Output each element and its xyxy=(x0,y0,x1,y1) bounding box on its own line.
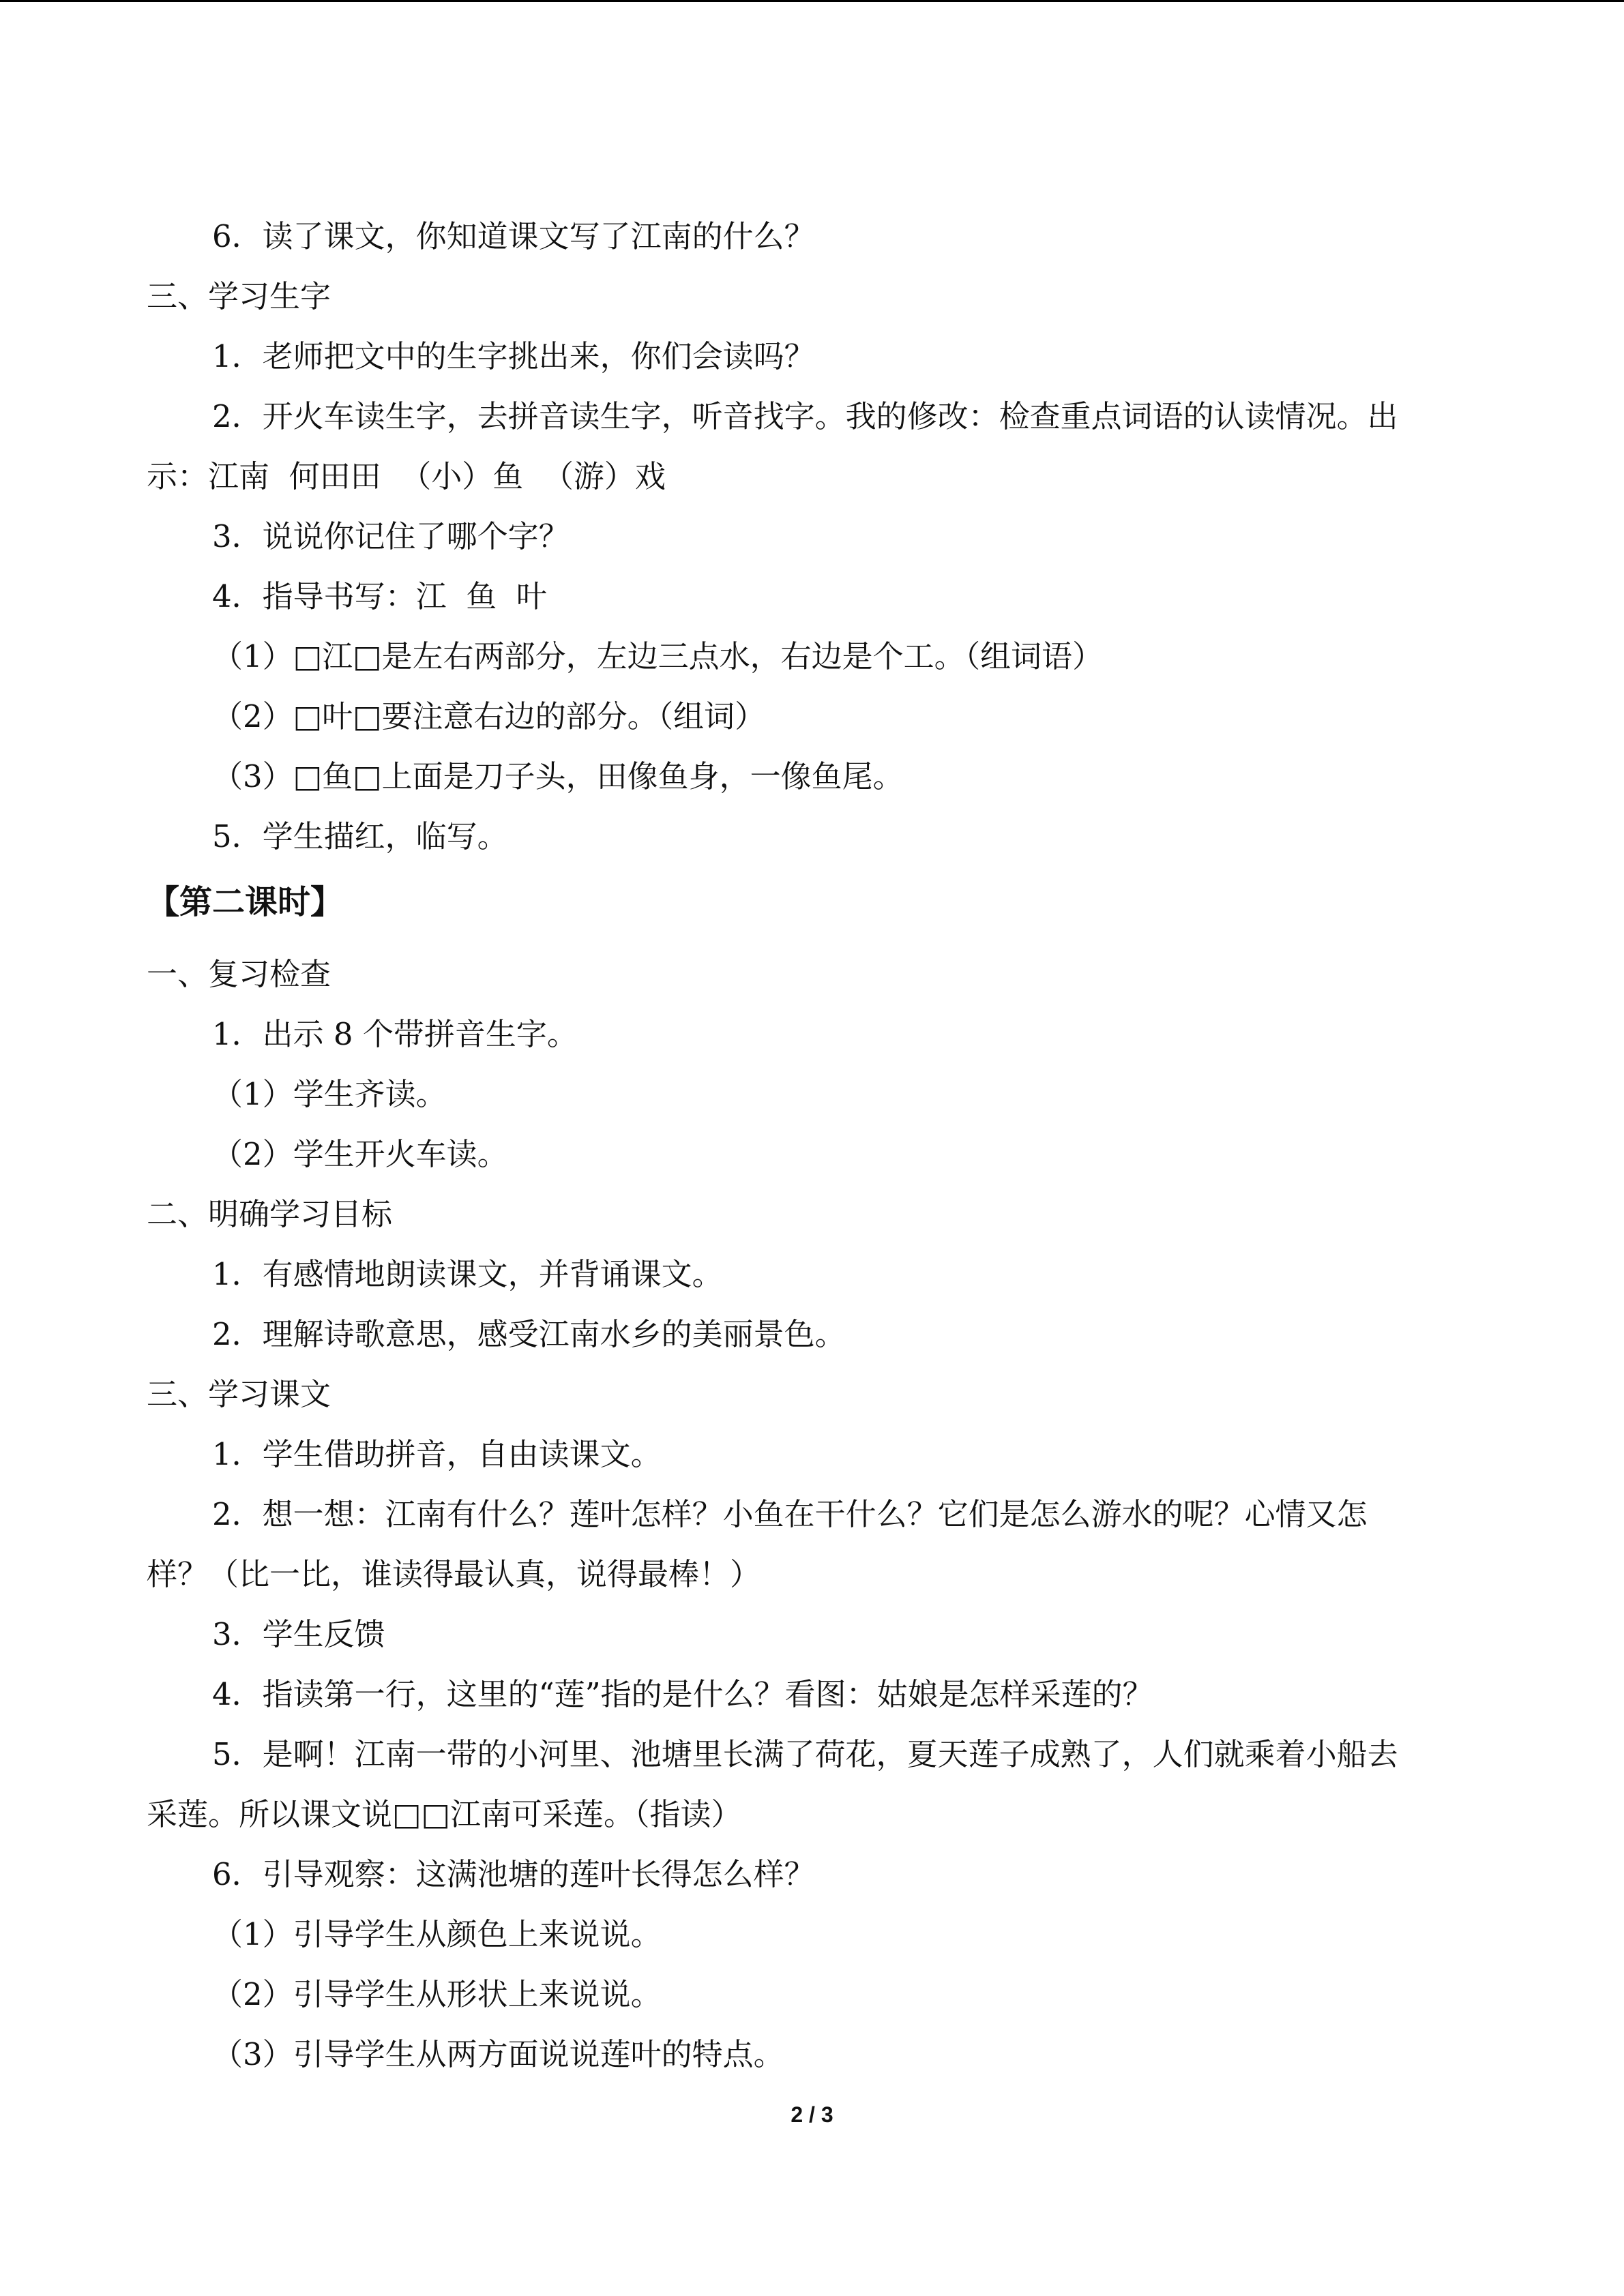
text-line: （1）学生齐读。 xyxy=(212,1076,447,1112)
text-line: 5．是啊！江南一带的小河里、池塘里长满了荷花，夏天莲子成熟了，人们就乘着小船去 xyxy=(212,1736,1398,1772)
text-line: 1．有感情地朗读课文，并背诵课文。 xyxy=(212,1256,723,1292)
text-line: 三、学习生字 xyxy=(147,278,331,314)
text-line: 二、明确学习目标 xyxy=(147,1196,393,1232)
text-line: 5．学生描红，临写。 xyxy=(212,818,508,854)
text-line: 1．出示 8 个带拼音生字。 xyxy=(212,1016,578,1052)
lesson-part-1 xyxy=(147,207,1483,867)
text-line: 6．读了课文，你知道课文写了江南的什么？ xyxy=(212,218,815,254)
text-line: 示：江南 何田田 （小）鱼 （游）戏 xyxy=(147,458,666,494)
text-line: 2．理解诗歌意思，感受江南水乡的美丽景色。 xyxy=(212,1316,846,1352)
text-line: 三、学习课文 xyxy=(147,1376,331,1412)
text-line: 样？（比一比，谁读得最认真，说得最棒！） xyxy=(147,1556,761,1592)
text-line: （1）□江□是左右两部分，左边三点水，右边是个工。（组词语） xyxy=(212,638,1104,674)
page-number: 2 / 3 xyxy=(791,2102,833,2127)
text-line: （1）引导学生从颜色上来说说。 xyxy=(212,1916,662,1952)
text-line: （2）引导学生从形状上来说说。 xyxy=(212,1976,662,2012)
text-line: （3）□鱼□上面是刀子头，田像鱼身，一像鱼尾。 xyxy=(212,758,904,794)
text-line: 4．指读第一行，这里的“莲”指的是什么？看图：姑娘是怎样采莲的？ xyxy=(212,1676,1153,1712)
text-line: 2．开火车读生字，去拼音读生字，听音找字。我的修改：检查重点词语的认读情况。出 xyxy=(212,398,1398,434)
text-line: （2）学生开火车读。 xyxy=(212,1136,508,1172)
text-line: （3）引导学生从两方面说说莲叶的特点。 xyxy=(212,2036,784,2072)
text-line: 2．想一想：江南有什么？莲叶怎样？小鱼在干什么？它们是怎么游水的呢？心情又怎 xyxy=(212,1496,1368,1532)
lesson-part-2 xyxy=(147,944,1483,2085)
text-line: 3．学生反馈 xyxy=(212,1616,385,1652)
text-line: 一、复习检查 xyxy=(147,956,331,992)
text-line: 1．老师把文中的生字挑出来，你们会读吗？ xyxy=(212,338,815,374)
text-line: 采莲。所以课文说□□江南可采莲。（指读） xyxy=(147,1796,742,1832)
text-line: （2）□叶□要注意右边的部分。（组词） xyxy=(212,698,766,734)
page-content xyxy=(147,207,1483,2085)
text-line: 1．学生借助拼音，自由读课文。 xyxy=(212,1436,662,1472)
section-heading: 【第二课时】 xyxy=(147,883,344,921)
text-line: 3．说说你记住了哪个字？ xyxy=(212,518,570,554)
text-line: 4．指导书写：江 鱼 叶 xyxy=(212,578,547,614)
text-line: 6．引导观察：这满池塘的莲叶长得怎么样？ xyxy=(212,1856,815,1892)
